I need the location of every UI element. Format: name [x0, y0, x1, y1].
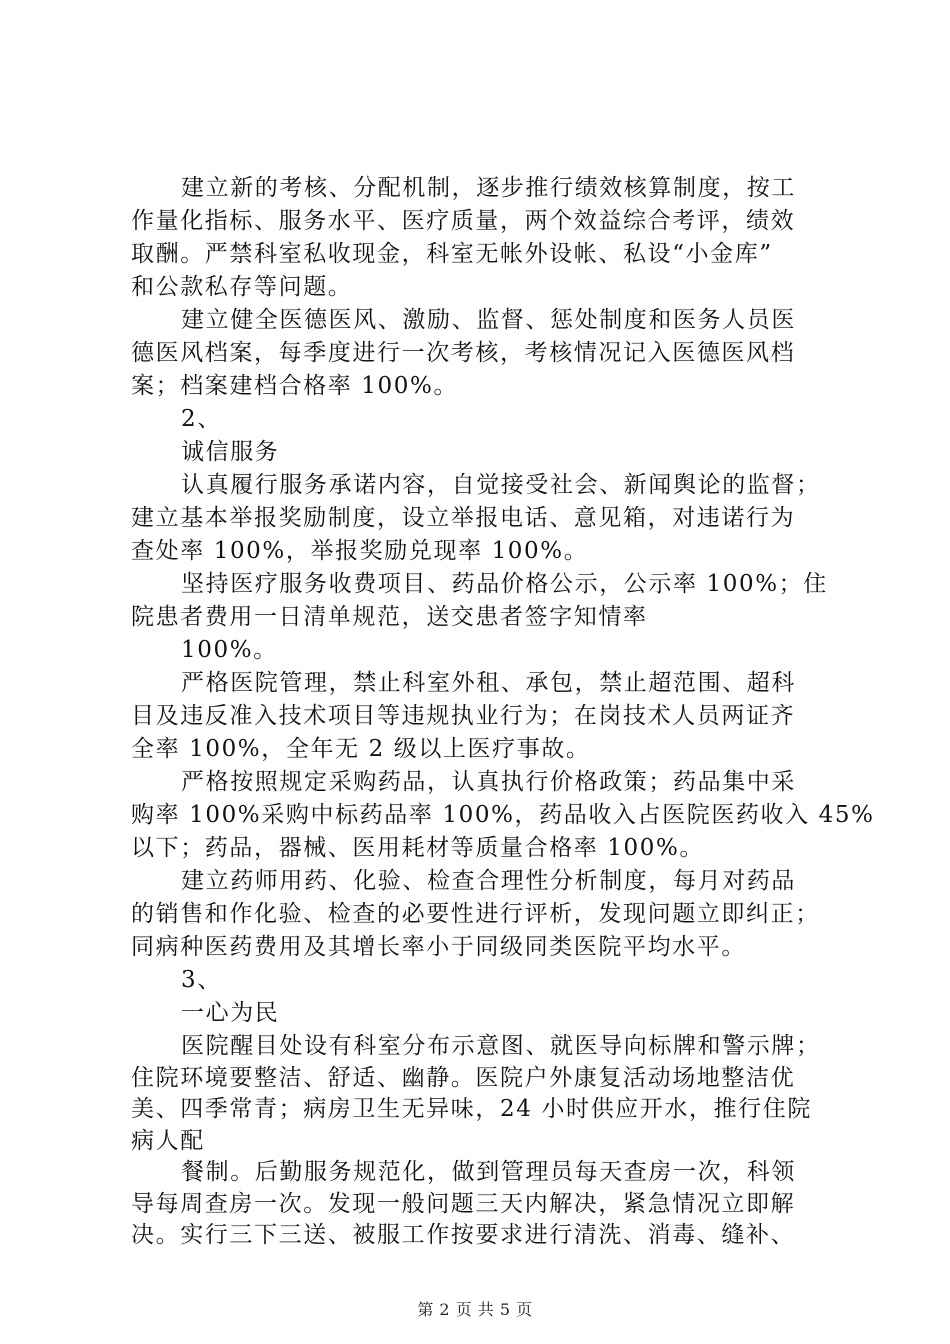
text-line: 美、四季常青；病房卫生无异味，24 小时供应开水，推行住院 [131, 1096, 812, 1122]
text-line: 的销售和作化验、检查的必要性进行评析，发现问题立即纠正； [131, 901, 820, 927]
text-line: 目及违反准入技术项目等违规执业行为；在岗技术人员两证齐 [131, 703, 796, 729]
text-line: 建立基本举报奖励制度，设立举报电话、意见箱，对违诺行为 [131, 505, 796, 531]
text-line: 建立药师用药、化验、检查合理性分析制度，每月对药品 [181, 868, 796, 894]
page-number-footer: 第 2 页 共 5 页 [417, 1300, 533, 1319]
text-line: 医院醒目处设有科室分布示意图、就医导向标牌和警示牌； [181, 1033, 821, 1059]
text-line: 建立健全医德医风、激励、监督、惩处制度和医务人员医 [181, 307, 796, 333]
text-line: 同病种医药费用及其增长率小于同级同类医院平均水平。 [131, 934, 746, 960]
text-line: 全率 100%，全年无 2 级以上医疗事故。 [131, 736, 591, 762]
text-line: 病人配 [131, 1127, 205, 1154]
text-line: 坚持医疗服务收费项目、药品价格公示，公示率 100%；住 [181, 571, 828, 597]
text-line: 100%。 [181, 637, 278, 663]
section-heading: 诚信服务 [181, 439, 280, 465]
text-line: 餐制。后勤服务规范化，做到管理员每天查房一次，科领 [181, 1159, 796, 1185]
text-line: 查处率 100%，举报奖励兑现率 100%。 [131, 538, 589, 564]
text-line: 案；档案建档合格率 100%。 [131, 373, 459, 399]
text-line: 以下；药品，器械、医用耗材等质量合格率 100%。 [131, 835, 705, 861]
text-line: 购率 100%采购中标药品率 100%，药品收入占医院医药收入 45% [131, 802, 875, 828]
text-line: 导每周查房一次。发现一般问题三天内解决，紧急情况立即解 [131, 1190, 796, 1217]
section-heading: 一心为民 [181, 1000, 280, 1026]
section-number: 2、 [181, 406, 222, 432]
text-line: 严格医院管理，禁止科室外租、承包，禁止超范围、超科 [181, 670, 796, 696]
text-line: 院患者费用一日清单规范，送交患者签字知情率 [131, 604, 648, 630]
text-line: 认真履行服务承诺内容，自觉接受社会、新闻舆论的监督； [181, 472, 821, 498]
text-line: 决。实行三下三送、被服工作按要求进行清洗、消毒、缝补、 [131, 1222, 796, 1248]
text-line: 和公款私存等问题。 [131, 274, 353, 300]
text-line: 严格按照规定采购药品，认真执行价格政策；药品集中采 [181, 769, 796, 795]
section-number: 3、 [181, 967, 222, 993]
text-line: 德医风档案，每季度进行一次考核，考核情况记入医德医风档 [131, 340, 796, 366]
text-line: 住院环境要整洁、舒适、幽静。医院户外康复活动场地整洁优 [131, 1064, 796, 1091]
text-line: 作量化指标、服务水平、医疗质量，两个效益综合考评，绩效 [131, 208, 796, 234]
text-line: 取酬。严禁科室私收现金，科室无帐外设帐、私设“小金库” [131, 241, 773, 267]
text-line: 建立新的考核、分配机制，逐步推行绩效核算制度，按工 [181, 175, 796, 201]
